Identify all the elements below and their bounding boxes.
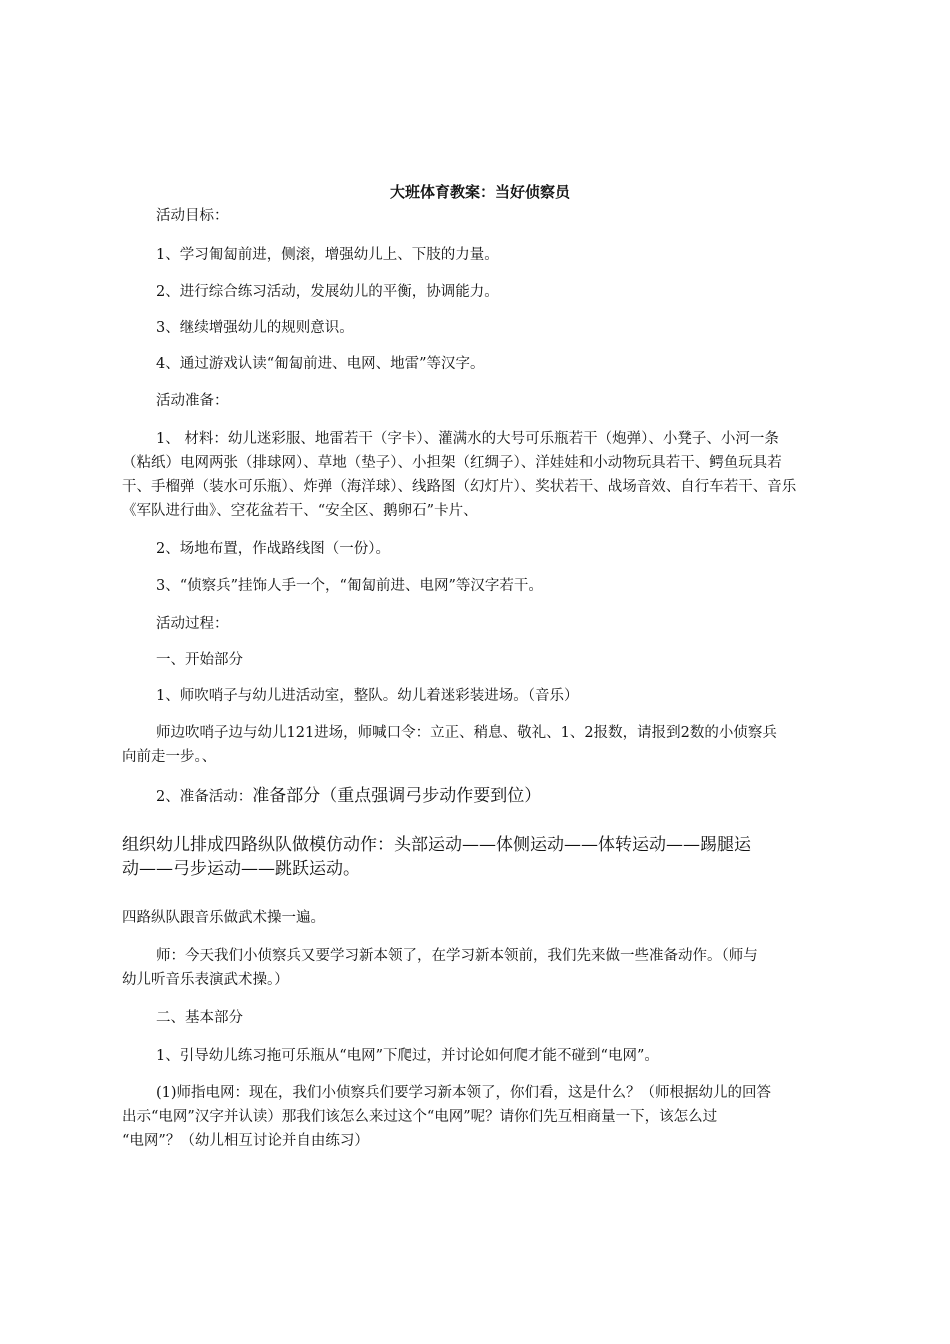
prep-heading: 活动准备： xyxy=(156,393,229,409)
process-heading: 活动过程： xyxy=(156,616,229,632)
part2-sub-line: 出示“电网”汉字并认读）那我们该怎么来过这个“电网”呢？请你们先互相商量一下，该怎么过 xyxy=(122,1109,718,1125)
prep-materials-line: 干、手榴弹（装水可乐瓶）、炸弹（海洋球）、线路图（幻灯片）、奖状若干、战场音效、自行车若干、音乐 xyxy=(122,479,797,495)
part1-item-warmup xyxy=(156,783,838,810)
teacher-line: 师：今天我们小侦察兵又要学习新本领了，在学习新本领前，我们先来做一些准备动作。（师与 xyxy=(156,948,758,964)
goal-item: 1、学习匍匐前进，侧滚，增强幼儿上、下肢的力量。 xyxy=(156,247,499,263)
warmup-prefix: 2、准备活动： xyxy=(156,789,253,805)
part2-item: 1、引导幼儿练习拖可乐瓶从“电网”下爬过，并讨论如何爬才能不碰到“电网”。 xyxy=(156,1048,659,1064)
teacher-line: 幼儿听音乐表演武术操。） xyxy=(122,972,289,988)
goal-heading: 活动目标： xyxy=(156,208,229,224)
part2-sub-line: “电网”？（幼儿相互讨论并自由练习） xyxy=(122,1133,369,1149)
prep-item: 2、场地布置，作战路线图（一份）。 xyxy=(156,541,390,557)
section-heading: 二、基本部分 xyxy=(156,1010,243,1026)
goal-item: 4、通过游戏认读“匍匐前进、电网、地雷”等汉字。 xyxy=(156,356,485,372)
prep-materials-line: （粘纸）电网两张（排球网）、草地（垫子）、小担架（红绸子）、洋娃娃和小动物玩具若干、鳄鱼玩具若 xyxy=(122,455,782,471)
prep-materials-line: 《军队进行曲》、空花盆若干、“安全区、鹅卵石”卡片、 xyxy=(122,503,478,519)
part1-paragraph-line: 向前走一步。、 xyxy=(122,749,217,765)
part2-sub-line: (1)师指电网：现在，我们小侦察兵们要学习新本领了，你们看，这是什么？（师根据幼儿的回答 xyxy=(156,1085,772,1101)
prep-item: 3、“侦察兵”挂饰人手一个，“匍匐前进、电网”等汉字若干。 xyxy=(156,578,543,594)
warmup-line: 组织幼儿排成四路纵队做模仿动作：头部运动——体侧运动——体转运动——踢腿运 xyxy=(122,835,751,855)
section-heading: 一、开始部分 xyxy=(156,652,243,668)
goal-item: 3、继续增强幼儿的规则意识。 xyxy=(156,320,354,336)
warmup-rest: 准备部分（重点强调弓步动作要到位） xyxy=(252,786,542,806)
warmup-line: 动——弓步运动——跳跃运动。 xyxy=(122,859,360,879)
part1-paragraph-line: 师边吹哨子边与幼儿121进场，师喊口令：立正、稍息、敬礼、1、2报数，请报到2数的小侦察兵 xyxy=(156,725,777,741)
prep-materials-line: 1、 材料：幼儿迷彩服、地雷若干（字卡）、灌满水的大号可乐瓶若干（炮弹）、小凳子、小河一条 xyxy=(156,431,779,447)
wushu-line: 四路纵队跟音乐做武术操一遍。 xyxy=(122,910,325,926)
part1-item: 1、师吹哨子与幼儿进活动室，整队。幼儿着迷彩装进场。（音乐） xyxy=(156,688,579,704)
goal-item: 2、进行综合练习活动，发展幼儿的平衡，协调能力。 xyxy=(156,284,499,300)
document-title: 大班体育教案：当好侦察员 xyxy=(389,183,570,201)
